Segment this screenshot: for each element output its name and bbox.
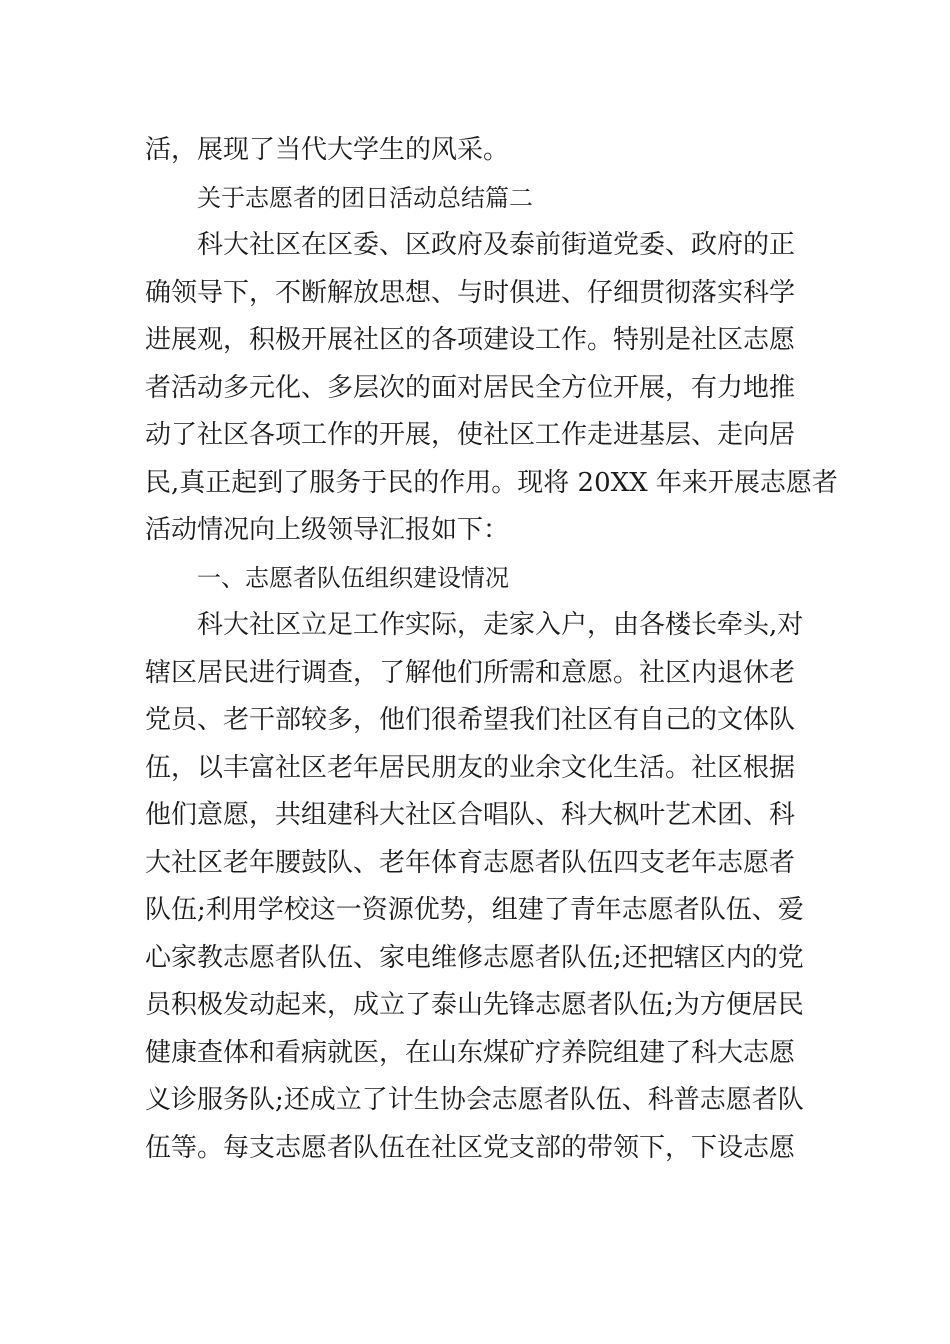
text-line: 辖区居民进行调查，了解他们所需和意愿。社区内退休老: [145, 657, 796, 688]
text-line: 伍等。每支志愿者队伍在社区党支部的带领下，下设志愿: [145, 1132, 796, 1163]
text-line: 心家教志愿者队伍、家电维修志愿者队伍;还把辖区内的党: [145, 942, 804, 973]
text-line: 科大社区在区委、区政府及泰前街道党委、政府的正: [197, 230, 796, 260]
text-line: 健康查体和看病就医，在山东煤矿疗养院组建了科大志愿: [145, 1037, 796, 1068]
text-line: 确领导下，不断解放思想、与时俱进、仔细贯彻落实科学: [145, 277, 796, 308]
text-line: 伍，以丰富社区老年居民朋友的业余文化生活。社区根据: [145, 752, 796, 783]
section-heading: 一、志愿者队伍组织建设情况: [197, 563, 509, 592]
text-line: 动了社区各项工作的开展，使社区工作走进基层、走向居: [145, 420, 796, 450]
section-title: 关于志愿者的团日活动总结篇二: [197, 183, 533, 212]
text-line: 大社区老年腰鼓队、老年体育志愿者队伍四支老年志愿者: [145, 847, 796, 878]
text-line: 者活动多元化、多层次的面对居民全方位开展，有力地推: [145, 372, 796, 403]
text-line: 科大社区立足工作实际，走家入户，由各楼长牵头,对: [197, 610, 804, 640]
text-line: 进展观，积极开展社区的各项建设工作。特别是社区志愿: [145, 325, 796, 355]
document-body: [145, 127, 838, 1172]
text-line: 活，展现了当代大学生的风采。: [145, 135, 510, 165]
text-line: 队伍;利用学校这一资源优势，组建了青年志愿者队伍、爱: [145, 895, 804, 925]
text-line: 活动情况向上级领导汇报如下：: [145, 515, 510, 545]
text-line: 党员、老干部较多，他们很希望我们社区有自己的文体队: [145, 705, 796, 735]
text-line: 义诊服务队;还成立了计生协会志愿者队伍、科普志愿者队: [145, 1085, 804, 1115]
text-line: 他们意愿，共组建科大社区合唱队、科大枫叶艺术团、科: [145, 800, 796, 830]
text-line: 民,真正起到了服务于民的作用。现将 20XX 年来开展志愿者: [145, 467, 838, 498]
text-line: 员积极发动起来，成立了泰山先锋志愿者队伍;为方便居民: [145, 990, 804, 1020]
